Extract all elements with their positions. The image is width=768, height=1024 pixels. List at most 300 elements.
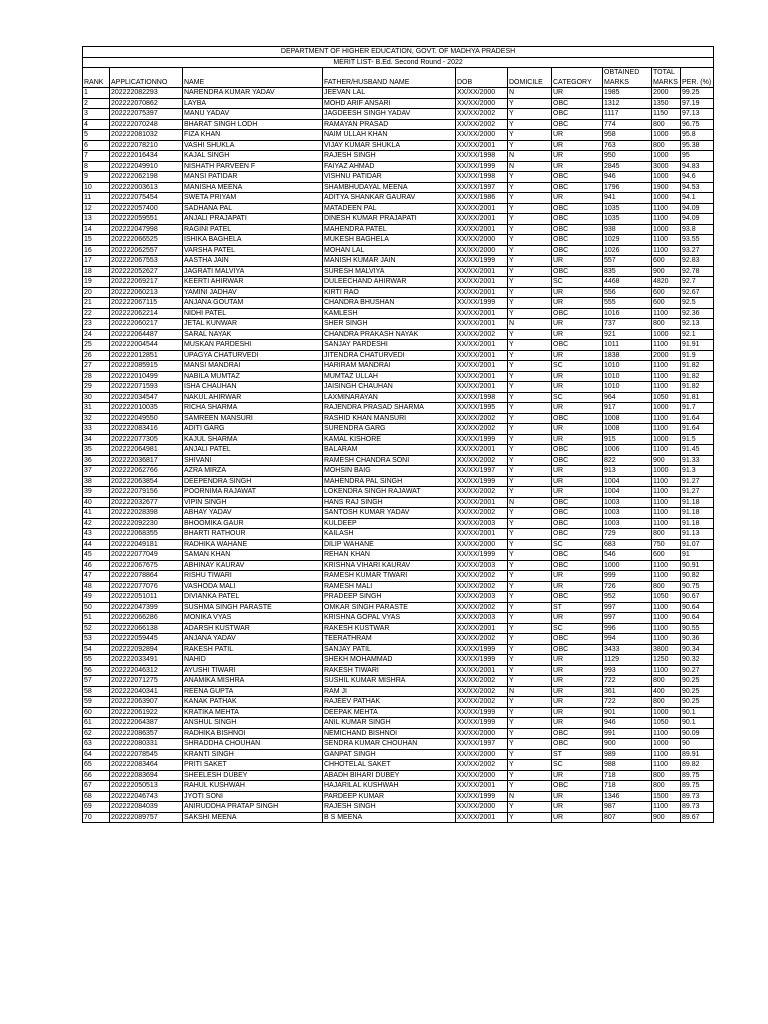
cell-domicile: Y bbox=[508, 718, 552, 729]
cell-domicile: Y bbox=[508, 413, 552, 424]
cell-percent: 94.1 bbox=[681, 193, 714, 204]
cell-domicile: N bbox=[508, 791, 552, 802]
cell-category: SC bbox=[552, 277, 603, 288]
cell-application-no: 202222064981 bbox=[110, 445, 183, 456]
cell-rank: 29 bbox=[83, 382, 110, 393]
table-row bbox=[83, 539, 714, 550]
cell-domicile: Y bbox=[508, 340, 552, 351]
cell-total-marks: 1150 bbox=[652, 109, 681, 120]
cell-application-no: 202222062557 bbox=[110, 245, 183, 256]
cell-obtained-marks: 1035 bbox=[603, 214, 652, 225]
cell-obtained-marks: 1008 bbox=[603, 413, 652, 424]
cell-category: OBC bbox=[552, 529, 603, 540]
cell-application-no: 202222062214 bbox=[110, 308, 183, 319]
cell-domicile: Y bbox=[508, 560, 552, 571]
cell-category: UR bbox=[552, 676, 603, 687]
cell-category: OBC bbox=[552, 266, 603, 277]
cell-percent: 91.18 bbox=[681, 518, 714, 529]
cell-percent: 91.27 bbox=[681, 476, 714, 487]
cell-domicile: Y bbox=[508, 655, 552, 666]
cell-name: NAHID bbox=[183, 655, 323, 666]
cell-obtained-marks: 1346 bbox=[603, 791, 652, 802]
cell-application-no: 202222003613 bbox=[110, 182, 183, 193]
cell-rank: 18 bbox=[83, 266, 110, 277]
cell-dob: XX/XX/2002 bbox=[456, 676, 508, 687]
table-row bbox=[83, 791, 714, 802]
cell-percent: 91.7 bbox=[681, 403, 714, 414]
cell-total-marks: 1000 bbox=[652, 193, 681, 204]
cell-total-marks: 1100 bbox=[652, 508, 681, 519]
cell-father-name: MOHD ARIF ANSARI bbox=[323, 98, 456, 109]
table-row bbox=[83, 413, 714, 424]
cell-father-name: KRISHNA VIHARI KAURAV bbox=[323, 560, 456, 571]
cell-total-marks: 1100 bbox=[652, 235, 681, 246]
cell-domicile: Y bbox=[508, 634, 552, 645]
cell-percent: 95.8 bbox=[681, 130, 714, 141]
cell-dob: XX/XX/1998 bbox=[456, 172, 508, 183]
table-row bbox=[83, 298, 714, 309]
cell-category: OBC bbox=[552, 508, 603, 519]
cell-total-marks: 1100 bbox=[652, 749, 681, 760]
cell-percent: 91.9 bbox=[681, 350, 714, 361]
table-row bbox=[83, 518, 714, 529]
cell-dob: XX/XX/1998 bbox=[456, 392, 508, 403]
table-row bbox=[83, 508, 714, 519]
cell-rank: 67 bbox=[83, 781, 110, 792]
cell-percent: 90.32 bbox=[681, 655, 714, 666]
cell-rank: 9 bbox=[83, 172, 110, 183]
cell-application-no: 202222079156 bbox=[110, 487, 183, 498]
cell-total-marks: 1100 bbox=[652, 361, 681, 372]
cell-rank: 54 bbox=[83, 644, 110, 655]
cell-percent: 91.81 bbox=[681, 392, 714, 403]
table-row bbox=[83, 392, 714, 403]
cell-category: UR bbox=[552, 298, 603, 309]
cell-father-name: SHEKH MOHAMMAD bbox=[323, 655, 456, 666]
cell-category: UR bbox=[552, 287, 603, 298]
cell-category: UR bbox=[552, 613, 603, 624]
cell-domicile: Y bbox=[508, 245, 552, 256]
cell-rank: 51 bbox=[83, 613, 110, 624]
cell-dob: XX/XX/1999 bbox=[456, 718, 508, 729]
cell-father-name: OMKAR SINGH PARASTE bbox=[323, 602, 456, 613]
cell-application-no: 202222052627 bbox=[110, 266, 183, 277]
cell-obtained-marks: 774 bbox=[603, 119, 652, 130]
cell-dob: XX/XX/1999 bbox=[456, 434, 508, 445]
cell-application-no: 202222049181 bbox=[110, 539, 183, 550]
cell-percent: 92.36 bbox=[681, 308, 714, 319]
cell-total-marks: 1100 bbox=[652, 518, 681, 529]
cell-domicile: Y bbox=[508, 98, 552, 109]
cell-application-no: 202222067115 bbox=[110, 298, 183, 309]
cell-obtained-marks: 718 bbox=[603, 781, 652, 792]
cell-application-no: 202222081032 bbox=[110, 130, 183, 141]
cell-percent: 90.82 bbox=[681, 571, 714, 582]
cell-category: OBC bbox=[552, 340, 603, 351]
cell-application-no: 202222077049 bbox=[110, 550, 183, 561]
table-row bbox=[83, 361, 714, 372]
table-row bbox=[83, 308, 714, 319]
cell-name: ANJALI PRAJAPATI bbox=[183, 214, 323, 225]
cell-rank: 39 bbox=[83, 487, 110, 498]
cell-percent: 90.55 bbox=[681, 623, 714, 634]
cell-total-marks: 1100 bbox=[652, 340, 681, 351]
cell-domicile: Y bbox=[508, 266, 552, 277]
cell-total-marks: 1100 bbox=[652, 203, 681, 214]
cell-domicile: Y bbox=[508, 539, 552, 550]
cell-application-no: 202222082293 bbox=[110, 88, 183, 99]
cell-rank: 64 bbox=[83, 749, 110, 760]
cell-name: KRANTI SINGH bbox=[183, 749, 323, 760]
cell-category: SC bbox=[552, 361, 603, 372]
cell-obtained-marks: 1000 bbox=[603, 560, 652, 571]
cell-name: REENA GUPTA bbox=[183, 686, 323, 697]
cell-obtained-marks: 1312 bbox=[603, 98, 652, 109]
cell-category: UR bbox=[552, 403, 603, 414]
table-row bbox=[83, 697, 714, 708]
cell-dob: XX/XX/1995 bbox=[456, 403, 508, 414]
cell-category: ST bbox=[552, 602, 603, 613]
cell-domicile: Y bbox=[508, 770, 552, 781]
table-row bbox=[83, 319, 714, 330]
cell-name: LAYBA bbox=[183, 98, 323, 109]
cell-category: UR bbox=[552, 434, 603, 445]
cell-obtained-marks: 900 bbox=[603, 739, 652, 750]
cell-domicile: Y bbox=[508, 529, 552, 540]
cell-domicile: Y bbox=[508, 581, 552, 592]
cell-name: UPAGYA CHATURVEDI bbox=[183, 350, 323, 361]
cell-application-no: 202222075454 bbox=[110, 193, 183, 204]
table-row bbox=[83, 802, 714, 813]
cell-dob: XX/XX/2001 bbox=[456, 361, 508, 372]
cell-father-name: KIRTI RAO bbox=[323, 287, 456, 298]
cell-total-marks: 4820 bbox=[652, 277, 681, 288]
cell-father-name: HAJARILAL KUSHWAH bbox=[323, 781, 456, 792]
cell-total-marks: 600 bbox=[652, 287, 681, 298]
cell-name: ANSHUL SINGH bbox=[183, 718, 323, 729]
cell-name: NABILA MUMTAZ bbox=[183, 371, 323, 382]
cell-total-marks: 1050 bbox=[652, 718, 681, 729]
cell-father-name: JAGDEESH SINGH YADAV bbox=[323, 109, 456, 120]
cell-percent: 89.73 bbox=[681, 802, 714, 813]
cell-father-name: DEEPAK MEHTA bbox=[323, 707, 456, 718]
cell-total-marks: 1000 bbox=[652, 466, 681, 477]
cell-obtained-marks: 1838 bbox=[603, 350, 652, 361]
cell-domicile: Y bbox=[508, 802, 552, 813]
cell-rank: 23 bbox=[83, 319, 110, 330]
cell-name: DEEPENDRA SINGH bbox=[183, 476, 323, 487]
table-row bbox=[83, 455, 714, 466]
cell-application-no: 202222051011 bbox=[110, 592, 183, 603]
table-row bbox=[83, 371, 714, 382]
cell-percent: 90.27 bbox=[681, 665, 714, 676]
cell-father-name: RAMAYAN PRASAD bbox=[323, 119, 456, 130]
cell-father-name: NAIM ULLAH KHAN bbox=[323, 130, 456, 141]
cell-total-marks: 2000 bbox=[652, 350, 681, 361]
cell-father-name: DULEECHAND AHIRWAR bbox=[323, 277, 456, 288]
cell-dob: XX/XX/1999 bbox=[456, 256, 508, 267]
cell-rank: 4 bbox=[83, 119, 110, 130]
cell-domicile: N bbox=[508, 686, 552, 697]
cell-dob: XX/XX/1998 bbox=[456, 151, 508, 162]
cell-application-no: 202222040341 bbox=[110, 686, 183, 697]
cell-total-marks: 800 bbox=[652, 140, 681, 151]
cell-rank: 5 bbox=[83, 130, 110, 141]
cell-name: RAKESH PATIL bbox=[183, 644, 323, 655]
cell-obtained-marks: 1010 bbox=[603, 371, 652, 382]
cell-father-name: MUMTAZ ULLAH bbox=[323, 371, 456, 382]
cell-domicile: Y bbox=[508, 760, 552, 771]
cell-rank: 48 bbox=[83, 581, 110, 592]
cell-obtained-marks: 555 bbox=[603, 298, 652, 309]
cell-rank: 22 bbox=[83, 308, 110, 319]
cell-category: OBC bbox=[552, 518, 603, 529]
cell-percent: 90 bbox=[681, 739, 714, 750]
cell-rank: 30 bbox=[83, 392, 110, 403]
cell-dob: XX/XX/2002 bbox=[456, 634, 508, 645]
cell-name: RAGINI PATEL bbox=[183, 224, 323, 235]
cell-percent: 90.36 bbox=[681, 634, 714, 645]
cell-application-no: 202222070248 bbox=[110, 119, 183, 130]
cell-name: VIPIN SINGH bbox=[183, 497, 323, 508]
cell-application-no: 202222046312 bbox=[110, 665, 183, 676]
cell-percent: 95.38 bbox=[681, 140, 714, 151]
cell-dob: XX/XX/2001 bbox=[456, 319, 508, 330]
cell-name: ADARSH KUSTWAR bbox=[183, 623, 323, 634]
cell-name: BHARAT SINGH LODH bbox=[183, 119, 323, 130]
cell-obtained-marks: 901 bbox=[603, 707, 652, 718]
cell-application-no: 202222083416 bbox=[110, 424, 183, 435]
table-row bbox=[83, 445, 714, 456]
cell-father-name: CHANDRA PRAKASH NAYAK bbox=[323, 329, 456, 340]
table-row bbox=[83, 140, 714, 151]
table-row bbox=[83, 224, 714, 235]
cell-dob: XX/XX/2002 bbox=[456, 686, 508, 697]
cell-percent: 94.09 bbox=[681, 214, 714, 225]
cell-percent: 90.64 bbox=[681, 602, 714, 613]
cell-total-marks: 1100 bbox=[652, 308, 681, 319]
cell-father-name: FAIYAZ AHMAD bbox=[323, 161, 456, 172]
cell-name: SHRADDHA CHOUHAN bbox=[183, 739, 323, 750]
cell-application-no: 202222062198 bbox=[110, 172, 183, 183]
cell-rank: 50 bbox=[83, 602, 110, 613]
cell-percent: 97.19 bbox=[681, 98, 714, 109]
cell-rank: 68 bbox=[83, 791, 110, 802]
cell-father-name: BALARAM bbox=[323, 445, 456, 456]
cell-category: UR bbox=[552, 88, 603, 99]
table-row bbox=[83, 613, 714, 624]
cell-obtained-marks: 964 bbox=[603, 392, 652, 403]
cell-percent: 89.91 bbox=[681, 749, 714, 760]
cell-obtained-marks: 546 bbox=[603, 550, 652, 561]
table-row bbox=[83, 623, 714, 634]
cell-name: JAGRATI MALVIYA bbox=[183, 266, 323, 277]
cell-category: OBC bbox=[552, 98, 603, 109]
cell-father-name: MAHENDRA PAL SINGH bbox=[323, 476, 456, 487]
cell-rank: 37 bbox=[83, 466, 110, 477]
cell-dob: XX/XX/2000 bbox=[456, 749, 508, 760]
cell-rank: 17 bbox=[83, 256, 110, 267]
cell-total-marks: 2000 bbox=[652, 88, 681, 99]
cell-father-name: SHER SINGH bbox=[323, 319, 456, 330]
table-row bbox=[83, 203, 714, 214]
cell-dob: XX/XX/2002 bbox=[456, 424, 508, 435]
cell-percent: 95 bbox=[681, 151, 714, 162]
cell-obtained-marks: 991 bbox=[603, 728, 652, 739]
cell-name: ANJALI PATEL bbox=[183, 445, 323, 456]
cell-category: UR bbox=[552, 812, 603, 823]
cell-dob: XX/XX/2002 bbox=[456, 581, 508, 592]
cell-percent: 94.53 bbox=[681, 182, 714, 193]
table-row bbox=[83, 151, 714, 162]
col-header-application-no: APPLICATIONNO bbox=[110, 68, 183, 88]
table-row bbox=[83, 487, 714, 498]
cell-obtained-marks: 1004 bbox=[603, 476, 652, 487]
cell-application-no: 202222080331 bbox=[110, 739, 183, 750]
cell-father-name: CHHOTELAL SAKET bbox=[323, 760, 456, 771]
cell-category: UR bbox=[552, 791, 603, 802]
cell-father-name: DILIP WAHANE bbox=[323, 539, 456, 550]
cell-name: MANISHA MEENA bbox=[183, 182, 323, 193]
cell-application-no: 202222064487 bbox=[110, 329, 183, 340]
cell-total-marks: 1100 bbox=[652, 382, 681, 393]
cell-total-marks: 800 bbox=[652, 676, 681, 687]
cell-application-no: 202222083694 bbox=[110, 770, 183, 781]
cell-category: UR bbox=[552, 581, 603, 592]
cell-obtained-marks: 726 bbox=[603, 581, 652, 592]
cell-domicile: Y bbox=[508, 613, 552, 624]
table-row bbox=[83, 655, 714, 666]
cell-category: UR bbox=[552, 466, 603, 477]
table-row bbox=[83, 235, 714, 246]
cell-application-no: 202222010499 bbox=[110, 371, 183, 382]
cell-father-name: RAMESH MALI bbox=[323, 581, 456, 592]
cell-percent: 92.83 bbox=[681, 256, 714, 267]
cell-name: VARSHA PATEL bbox=[183, 245, 323, 256]
cell-father-name: RASHID KHAN MANSURI bbox=[323, 413, 456, 424]
cell-obtained-marks: 1026 bbox=[603, 245, 652, 256]
cell-domicile: Y bbox=[508, 361, 552, 372]
cell-name: PRITI SAKET bbox=[183, 760, 323, 771]
cell-name: VASHI SHUKLA bbox=[183, 140, 323, 151]
cell-name: KEERTI AHIRWAR bbox=[183, 277, 323, 288]
cell-rank: 59 bbox=[83, 697, 110, 708]
cell-domicile: Y bbox=[508, 140, 552, 151]
cell-percent: 91.82 bbox=[681, 382, 714, 393]
cell-dob: XX/XX/2002 bbox=[456, 697, 508, 708]
cell-name: KAJAL SINGH bbox=[183, 151, 323, 162]
cell-total-marks: 1900 bbox=[652, 182, 681, 193]
cell-name: ISHIKA BAGHELA bbox=[183, 235, 323, 246]
cell-percent: 91.82 bbox=[681, 371, 714, 382]
cell-name: YAMINI JADHAV bbox=[183, 287, 323, 298]
cell-father-name: VIJAY KUMAR SHUKLA bbox=[323, 140, 456, 151]
cell-rank: 19 bbox=[83, 277, 110, 288]
cell-category: UR bbox=[552, 770, 603, 781]
cell-name: AZRA MIRZA bbox=[183, 466, 323, 477]
cell-domicile: Y bbox=[508, 235, 552, 246]
cell-name: ANAMIKA MISHRA bbox=[183, 676, 323, 687]
col-header-obtained-bottom: MARKS bbox=[603, 78, 652, 88]
cell-percent: 90.67 bbox=[681, 592, 714, 603]
cell-obtained-marks: 722 bbox=[603, 676, 652, 687]
cell-total-marks: 1100 bbox=[652, 424, 681, 435]
cell-total-marks: 1100 bbox=[652, 245, 681, 256]
cell-application-no: 202222046743 bbox=[110, 791, 183, 802]
cell-rank: 61 bbox=[83, 718, 110, 729]
cell-category: UR bbox=[552, 256, 603, 267]
cell-total-marks: 900 bbox=[652, 812, 681, 823]
cell-category: UR bbox=[552, 193, 603, 204]
cell-dob: XX/XX/1997 bbox=[456, 466, 508, 477]
cell-percent: 89.75 bbox=[681, 781, 714, 792]
cell-application-no: 202222034547 bbox=[110, 392, 183, 403]
cell-father-name: PRADEEP SINGH bbox=[323, 592, 456, 603]
cell-category: OBC bbox=[552, 413, 603, 424]
cell-domicile: N bbox=[508, 88, 552, 99]
cell-father-name: TEERATHRAM bbox=[323, 634, 456, 645]
cell-rank: 53 bbox=[83, 634, 110, 645]
cell-application-no: 202222059445 bbox=[110, 634, 183, 645]
cell-obtained-marks: 556 bbox=[603, 287, 652, 298]
cell-total-marks: 900 bbox=[652, 266, 681, 277]
cell-dob: XX/XX/2000 bbox=[456, 728, 508, 739]
table-row bbox=[83, 781, 714, 792]
cell-rank: 65 bbox=[83, 760, 110, 771]
cell-application-no: 202222010035 bbox=[110, 403, 183, 414]
table-row bbox=[83, 770, 714, 781]
cell-total-marks: 1100 bbox=[652, 571, 681, 582]
cell-dob: XX/XX/1999 bbox=[456, 791, 508, 802]
table-row bbox=[83, 88, 714, 99]
cell-domicile: Y bbox=[508, 466, 552, 477]
cell-father-name: MAHENDRA PATEL bbox=[323, 224, 456, 235]
cell-dob: XX/XX/1999 bbox=[456, 707, 508, 718]
cell-rank: 21 bbox=[83, 298, 110, 309]
cell-total-marks: 1000 bbox=[652, 224, 681, 235]
col-header-father-name: FATHER/HUSBAND NAME bbox=[323, 68, 456, 88]
cell-father-name: SENDRA KUMAR CHOUHAN bbox=[323, 739, 456, 750]
cell-total-marks: 1350 bbox=[652, 98, 681, 109]
cell-dob: XX/XX/2002 bbox=[456, 119, 508, 130]
cell-total-marks: 1100 bbox=[652, 602, 681, 613]
cell-rank: 15 bbox=[83, 235, 110, 246]
cell-category: UR bbox=[552, 161, 603, 172]
cell-obtained-marks: 361 bbox=[603, 686, 652, 697]
cell-dob: XX/XX/2003 bbox=[456, 518, 508, 529]
cell-father-name: B S MEENA bbox=[323, 812, 456, 823]
cell-rank: 35 bbox=[83, 445, 110, 456]
table-row bbox=[83, 592, 714, 603]
cell-name: ABHINAY KAURAV bbox=[183, 560, 323, 571]
cell-category: OBC bbox=[552, 550, 603, 561]
cell-domicile: Y bbox=[508, 571, 552, 582]
cell-obtained-marks: 1029 bbox=[603, 235, 652, 246]
cell-father-name: SURESH MALVIYA bbox=[323, 266, 456, 277]
cell-name: ISHA CHAUHAN bbox=[183, 382, 323, 393]
cell-father-name: GANPAT SINGH bbox=[323, 749, 456, 760]
cell-percent: 90.91 bbox=[681, 560, 714, 571]
cell-father-name: LOKENDRA SINGH RAJAWAT bbox=[323, 487, 456, 498]
cell-domicile: Y bbox=[508, 676, 552, 687]
cell-rank: 34 bbox=[83, 434, 110, 445]
table-row bbox=[83, 476, 714, 487]
cell-domicile: N bbox=[508, 497, 552, 508]
cell-application-no: 202222092894 bbox=[110, 644, 183, 655]
cell-percent: 92.5 bbox=[681, 298, 714, 309]
cell-percent: 91.45 bbox=[681, 445, 714, 456]
cell-category: OBC bbox=[552, 634, 603, 645]
